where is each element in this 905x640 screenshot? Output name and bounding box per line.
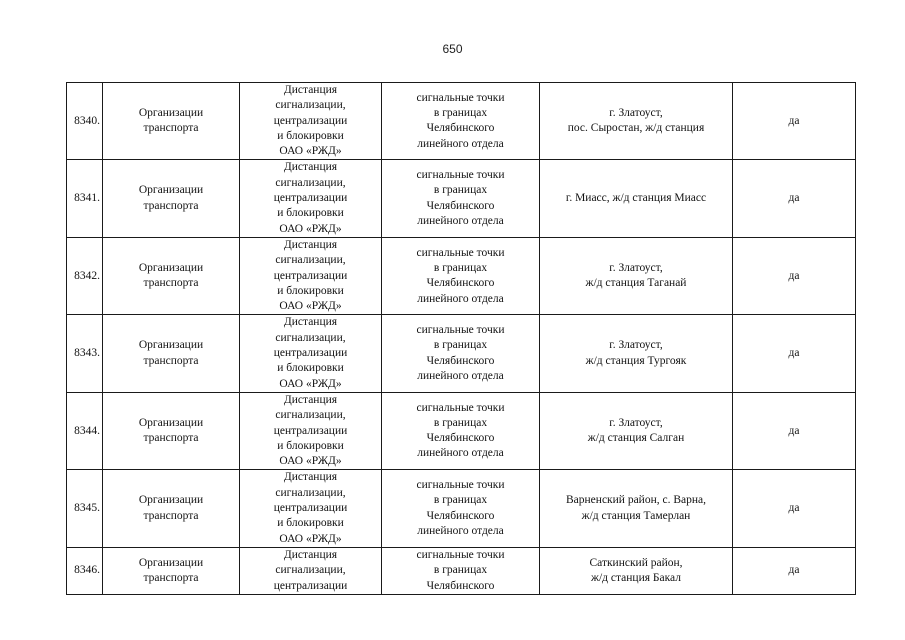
category-cell xyxy=(103,237,240,314)
location-line: сигнальные точки xyxy=(416,246,505,259)
address-line: г. Златоуст, xyxy=(609,261,663,274)
category-line: Организации xyxy=(138,556,204,569)
address-line: ж/д станция Салган xyxy=(587,432,685,445)
table-row xyxy=(67,392,856,469)
location-line: линейного отдела xyxy=(417,137,504,150)
organization-line: Дистанция xyxy=(283,471,338,484)
table-row xyxy=(67,83,856,160)
category-line: транспорта xyxy=(143,354,199,367)
location-cell xyxy=(382,547,540,594)
flag-cell: да xyxy=(733,547,856,594)
address-cell xyxy=(540,83,733,160)
organization-line: ОАО «РЖД» xyxy=(279,377,342,390)
location-line: сигнальные точки xyxy=(416,548,505,561)
address-line: г. Златоуст, xyxy=(609,106,663,119)
organization-line: централизации xyxy=(273,347,348,360)
category-line: Организации xyxy=(138,416,204,429)
flag-cell: да xyxy=(733,470,856,547)
location-line: в границах xyxy=(433,184,488,197)
location-line: в границах xyxy=(433,339,488,352)
address-line: г. Златоуст, xyxy=(609,416,663,429)
organization-line: Дистанция xyxy=(283,548,338,561)
address-cell xyxy=(540,237,733,314)
address-cell xyxy=(540,315,733,392)
page-number: 650 xyxy=(442,42,463,56)
category-line: транспорта xyxy=(143,571,199,584)
category-cell xyxy=(103,547,240,594)
category-cell xyxy=(103,83,240,160)
location-line: сигнальные точки xyxy=(416,91,505,104)
organization-line: и блокировки xyxy=(277,439,344,452)
location-cell xyxy=(382,392,540,469)
table-row xyxy=(67,237,856,314)
organization-line: сигнализации, xyxy=(275,564,346,577)
location-line: линейного отдела xyxy=(417,447,504,460)
row-number-cell: 8346. xyxy=(67,547,103,594)
organization-line: централизации xyxy=(273,269,348,282)
category-line: транспорта xyxy=(143,199,199,212)
location-line: в границах xyxy=(433,416,488,429)
organization-line: сигнализации, xyxy=(275,176,346,189)
row-number-cell: 8343. xyxy=(67,315,103,392)
organization-line: ОАО «РЖД» xyxy=(279,532,342,545)
flag-cell: да xyxy=(733,392,856,469)
row-number-cell: 8344. xyxy=(67,392,103,469)
row-number-cell: 8341. xyxy=(67,160,103,237)
organization-line: ОАО «РЖД» xyxy=(279,145,342,158)
category-cell xyxy=(103,160,240,237)
address-line: ж/д станция Бакал xyxy=(591,571,681,584)
organization-line: и блокировки xyxy=(277,129,344,142)
location-line: в границах xyxy=(433,106,488,119)
organization-line: Дистанция xyxy=(283,393,338,406)
location-line: Челябинского xyxy=(426,199,495,212)
category-cell xyxy=(103,470,240,547)
organization-line: сигнализации, xyxy=(275,254,346,267)
location-line: сигнальные точки xyxy=(416,169,505,182)
location-line: Челябинского xyxy=(426,122,495,135)
location-line: в границах xyxy=(433,261,488,274)
address-line: ж/д станция Таганай xyxy=(585,277,687,290)
location-cell xyxy=(382,315,540,392)
organization-line: и блокировки xyxy=(277,284,344,297)
table-row xyxy=(67,315,856,392)
organization-cell xyxy=(240,392,382,469)
flag-cell: да xyxy=(733,160,856,237)
address-cell xyxy=(540,392,733,469)
organization-line: централизации xyxy=(273,579,348,592)
organization-line: ОАО «РЖД» xyxy=(279,300,342,313)
organization-cell xyxy=(240,83,382,160)
address-line: Саткинский район, xyxy=(589,556,683,569)
location-cell xyxy=(382,237,540,314)
category-cell xyxy=(103,392,240,469)
category-line: Организации xyxy=(138,494,204,507)
row-number-cell: 8345. xyxy=(67,470,103,547)
location-line: сигнальные точки xyxy=(416,401,505,414)
table-row xyxy=(67,470,856,547)
category-line: Организации xyxy=(138,261,204,274)
location-cell xyxy=(382,160,540,237)
organization-line: Дистанция xyxy=(283,84,338,96)
row-number-cell: 8342. xyxy=(67,237,103,314)
organization-cell xyxy=(240,160,382,237)
flag-cell: да xyxy=(733,83,856,160)
organization-line: сигнализации, xyxy=(275,99,346,112)
organization-cell xyxy=(240,470,382,547)
organization-line: централизации xyxy=(273,192,348,205)
address-line: ж/д станция Тамерлан xyxy=(581,509,691,522)
organization-line: и блокировки xyxy=(277,362,344,375)
category-line: Организации xyxy=(138,184,204,197)
category-line: Организации xyxy=(138,339,204,352)
address-line: Варненский район, с. Варна, xyxy=(566,494,706,507)
organization-line: сигнализации, xyxy=(275,331,346,344)
location-line: линейного отдела xyxy=(417,524,504,537)
organization-line: Дистанция xyxy=(283,316,338,329)
location-line: сигнальные точки xyxy=(416,324,505,337)
location-line: линейного отдела xyxy=(417,215,504,228)
address-line: г. Златоуст, xyxy=(609,339,663,352)
address-cell xyxy=(540,470,733,547)
location-cell xyxy=(382,83,540,160)
table-body xyxy=(67,83,856,595)
organization-line: и блокировки xyxy=(277,517,344,530)
data-table xyxy=(66,82,856,595)
organization-line: Дистанция xyxy=(283,161,338,174)
organization-line: Дистанция xyxy=(283,238,338,251)
organization-line: ОАО «РЖД» xyxy=(279,222,342,235)
organization-line: ОАО «РЖД» xyxy=(279,455,342,468)
organization-line: централизации xyxy=(273,424,348,437)
category-line: транспорта xyxy=(143,509,199,522)
location-line: Челябинского xyxy=(426,579,495,592)
category-line: Организации xyxy=(138,106,204,119)
organization-cell xyxy=(240,315,382,392)
flag-cell: да xyxy=(733,315,856,392)
location-line: линейного отдела xyxy=(417,369,504,382)
category-cell xyxy=(103,315,240,392)
organization-line: централизации xyxy=(273,502,348,515)
flag-cell: да xyxy=(733,237,856,314)
address-cell xyxy=(540,160,733,237)
location-line: Челябинского xyxy=(426,277,495,290)
category-line: транспорта xyxy=(143,277,199,290)
address-line: ж/д станция Тургояк xyxy=(585,354,687,367)
organization-cell xyxy=(240,547,382,594)
location-line: в границах xyxy=(433,564,488,577)
row-number-cell: 8340. xyxy=(67,83,103,160)
address-line: пос. Сыростан, ж/д станция xyxy=(567,122,705,135)
location-line: линейного отдела xyxy=(417,292,504,305)
address-cell xyxy=(540,547,733,594)
organization-line: централизации xyxy=(273,114,348,127)
organization-line: сигнализации, xyxy=(275,409,346,422)
location-line: сигнальные точки xyxy=(416,479,505,492)
organization-cell xyxy=(240,237,382,314)
location-line: Челябинского xyxy=(426,432,495,445)
organization-line: сигнализации, xyxy=(275,486,346,499)
address-line: г. Миасс, ж/д станция Миасс xyxy=(565,192,707,205)
location-cell xyxy=(382,470,540,547)
table-row xyxy=(67,547,856,594)
organization-line: и блокировки xyxy=(277,207,344,220)
table-row xyxy=(67,160,856,237)
location-line: в границах xyxy=(433,494,488,507)
category-line: транспорта xyxy=(143,432,199,445)
category-line: транспорта xyxy=(143,122,199,135)
location-line: Челябинского xyxy=(426,509,495,522)
location-line: Челябинского xyxy=(426,354,495,367)
